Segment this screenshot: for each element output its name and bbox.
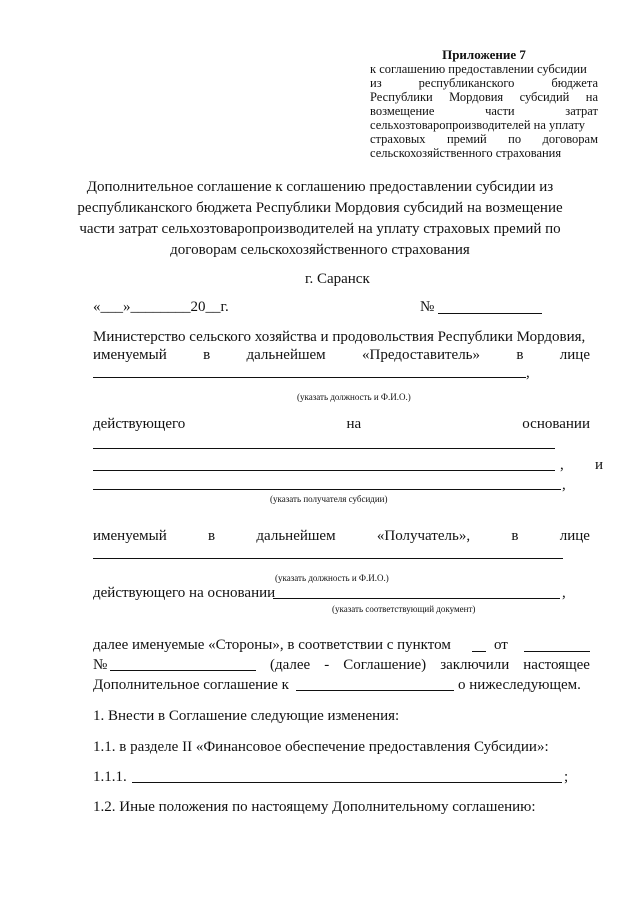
document-title-line: договорам сельскохозяйственного страхования [170,242,470,258]
item-1-1: 1.1. в разделе II «Финансовое обеспечение предоставления Субсидии»: [93,739,549,755]
word: о нижеследующем. [458,677,581,693]
agreement-number-field [110,670,256,671]
hint-position: (указать должность и Ф.И.О.) [275,573,389,583]
date-field: «___»________20__г. [93,299,229,315]
number-label: № [93,657,108,673]
appendix-line: страховых премий по договорам [370,132,598,146]
number-label: № [420,299,435,315]
item-1-2: 1.2. Иные положения по настоящему Дополнительному соглашению: [93,799,536,815]
representative-field [93,377,526,378]
agreement-date-field [524,651,590,652]
hint-recipient: (указать получателя субсидии) [270,494,388,504]
word: заключили [440,657,510,673]
item-1-1-1: 1.1.1. [93,769,127,785]
acting-basis: действующего на основании [93,585,276,601]
word: настоящее [523,657,590,673]
named-as-line [93,346,590,364]
basis-field [93,448,555,449]
word: «Предоставитель» [362,347,481,363]
comma: , [560,457,564,473]
agreement-ref-field [296,690,454,691]
word: «Получатель», [376,528,471,544]
word: именуемый [93,528,167,544]
word: действующего [93,416,186,432]
comma: , [562,477,566,493]
parties-line [270,656,590,674]
recipient-field [93,489,561,490]
city: г. Саранск [305,271,370,287]
item-1-1-1-field [132,782,562,783]
word: лице [559,528,590,544]
word: дальнейшем [256,528,336,544]
word: именуемый [93,347,167,363]
semicolon: ; [564,769,569,785]
named-as-line [93,527,590,545]
hint-position: (указать должность и Ф.И.О.) [297,392,411,402]
number-field [438,313,542,314]
word: в [208,528,216,544]
comma: , [562,585,566,601]
document-title-line: части затрат сельхозтоваропроизводителей на уплату страховых премий по [79,221,561,237]
word: (далее [270,657,311,673]
word: лице [559,347,590,363]
word: в [511,528,519,544]
appendix-heading: Приложение 7 [442,47,526,62]
word: от [494,637,508,653]
word: - [324,657,330,673]
hint-document: (указать соответствующий документ) [332,604,476,614]
word: в [203,347,211,363]
appendix-line: сельскохозяйственного страхования [370,146,562,160]
appendix-line: из республиканского бюджета [370,76,598,90]
conjunction-and: и [595,457,604,473]
word: Соглашение) [343,657,427,673]
appendix-line: к соглашению предоставлении субсидии [370,62,587,76]
acting-line [93,415,590,433]
appendix-line: возмещение части затрат [370,104,598,118]
appendix-line: сельхозтоваропроизводителей на уплату [370,118,585,132]
word: в [516,347,524,363]
basis-document-field [273,598,560,599]
parties-line: Дополнительное соглашение к [93,677,289,693]
basis-field [93,470,555,471]
appendix-block [370,47,598,160]
appendix-line: Республики Мордовия субсидий на [370,90,598,104]
document-title-line: республиканского бюджета Республики Мордовия субсидий на возмещение [77,200,563,216]
parties-line: далее именуемые «Стороны», в соответствии с пунктом [93,637,451,653]
recipient-representative-field [93,558,563,559]
comma: , [526,365,530,381]
clause-number-field [472,651,486,652]
item-1: 1. Внести в Соглашение следующие изменения: [93,708,400,724]
word: на [346,416,362,432]
ministry-line: Министерство сельского хозяйства и продовольствия Республики Мордовия, [93,329,586,345]
document-title-line: Дополнительное соглашение к соглашению предоставлении субсидии из [86,179,554,195]
word: основании [522,416,590,432]
word: дальнейшем [246,347,326,363]
